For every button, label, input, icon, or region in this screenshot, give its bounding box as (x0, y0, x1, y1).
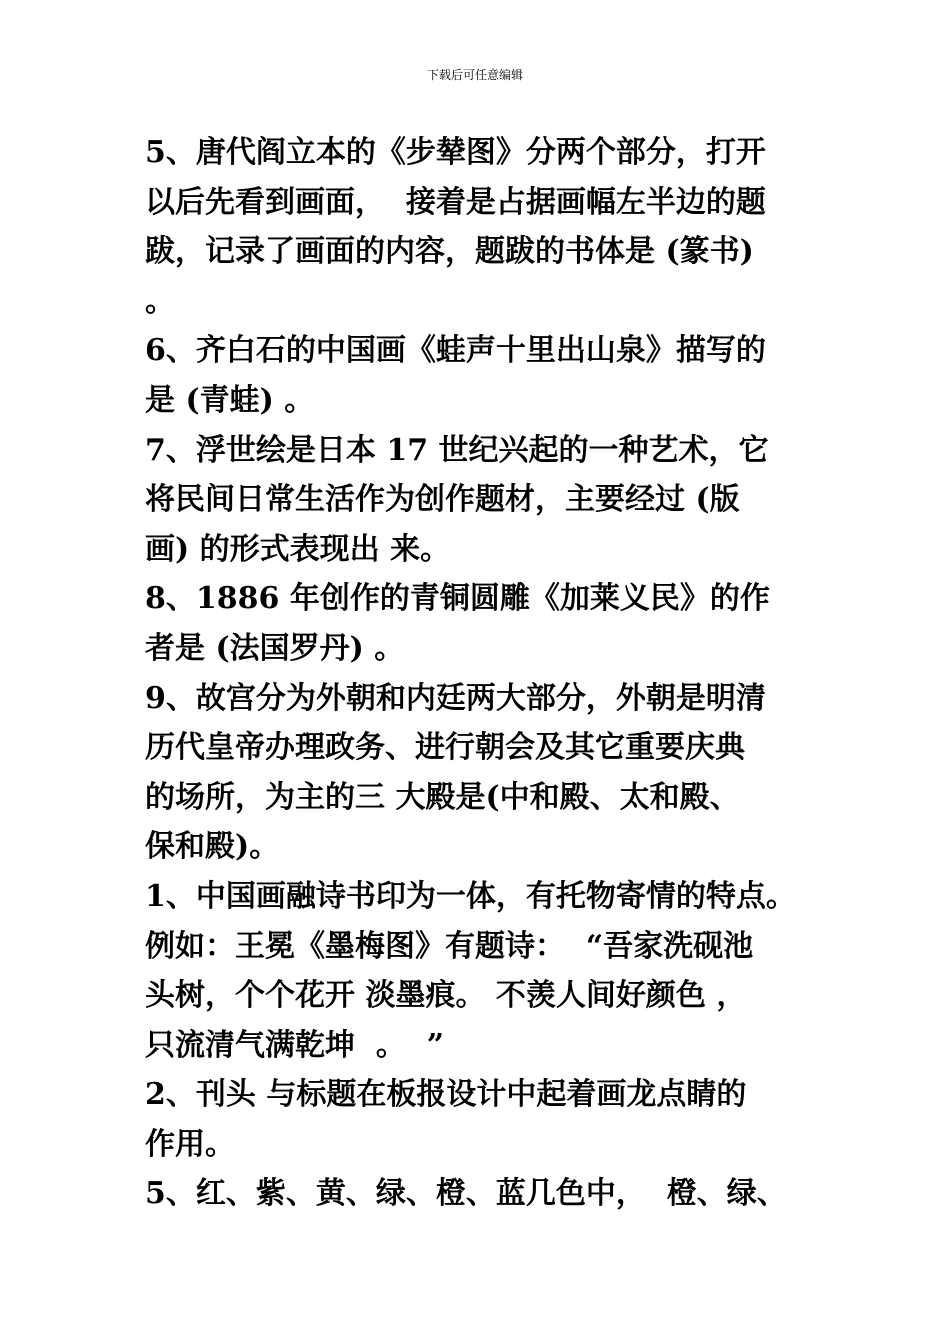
text-line: 7、浮世绘是日本 17 世纪兴起的一种艺术，它 (145, 432, 769, 468)
document-body (145, 128, 845, 1219)
text-line: 2、刊头 与标题在板报设计中起着画龙点睛的 (145, 1077, 747, 1113)
text-line: 8、1886 年创作的青铜圆雕《加莱义民》的作 (145, 581, 770, 617)
text-line: 保和殿)。 (145, 829, 280, 865)
text-line: 5、红、紫、黄、绿、橙、蓝几色中， 橙、绿、 (145, 1176, 787, 1212)
header-note: 下载后可任意编辑 (426, 68, 523, 82)
text-line: 。 (145, 283, 175, 319)
text-line: 者是 (法国罗丹) 。 (145, 630, 405, 666)
text-line: 1、中国画融诗书印为一体，有托物寄情的特点。 (145, 878, 796, 914)
text-line: 5、唐代阎立本的《步辇图》分两个部分，打开 (145, 135, 766, 170)
text-line: 例如：王冕《墨梅图》有题诗： “吾家洗砚池 (145, 928, 754, 964)
text-line: 6、齐白石的中国画《蛙声十里出山泉》描写的 (145, 333, 766, 369)
text-line: 9、故宫分为外朝和内廷两大部分，外朝是明清 (145, 680, 766, 716)
text-line: 跋，记录了画面的内容，题跋的书体是 (篆书) (145, 234, 754, 270)
text-line: 历代皇帝办理政务、进行朝会及其它重要庆典 (145, 730, 745, 766)
text-line: 头树，个个花开 淡墨痕。 不羡人间好颜色 ， (145, 978, 747, 1014)
text-line: 以后先看到画面， 接着是占据画幅左半边的题 (145, 184, 766, 220)
text-line: 作用。 (145, 1126, 235, 1162)
text-line: 将民间日常生活作为创作题材，主要经过 (版 (145, 482, 740, 518)
text-line: 只流清气满乾坤 。 ” (145, 1027, 445, 1063)
text-line: 是 (青蛙) 。 (145, 382, 315, 418)
text-line: 的场所，为主的三 大殿是(中和殿、太和殿、 (145, 779, 740, 815)
text-line: 画) 的形式表现出 来。 (145, 531, 451, 567)
